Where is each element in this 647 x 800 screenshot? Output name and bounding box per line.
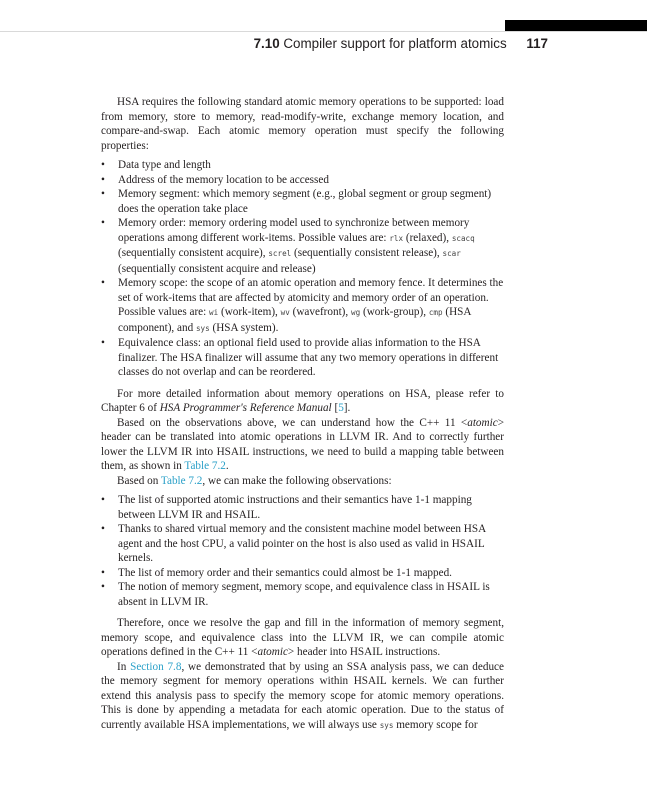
code-term: rlx — [389, 233, 404, 243]
code-term: scacq — [451, 233, 475, 243]
manual-title: HSA Programmer's Reference Manual — [159, 402, 332, 414]
code-term: wv — [280, 308, 290, 317]
code-term: wi — [209, 308, 219, 317]
code-term: wg — [351, 308, 361, 317]
paragraph: In Section 7.8, we demonstrated that by using an SSA analysis pass, we can deduce the memory segment for memory operations within HSAIL kernels. We can further extend this analysis pass to specify the memory scope for atomic memory operations. This is done by appending a metadata for each atomic operation. Due to the status of currently available HSA implementations, we will always use sys memory scope for — [101, 660, 504, 731]
table-link[interactable]: Table 7.2 — [184, 460, 226, 472]
property-list — [101, 158, 504, 380]
intro-paragraph: HSA requires the following standard atomic memory operations to be supported: load from memory, store to memory, read-modify-write, exchange memory location, and compare-and-swap. Each atomic memory operation must specify the following properties: — [101, 96, 504, 152]
header-rule — [0, 31, 647, 32]
list-item: • Memory segment: which memory segment (e.g., global segment or group segment) does the operation take place — [101, 187, 504, 216]
header-black-bar — [505, 20, 647, 31]
code-term: scar — [442, 249, 461, 258]
paragraph: Therefore, once we resolve the gap and fill in the information of memory segment, memory scope, and equivalence class into the LLVM IR, we can compile atomic operations defined in the C++ 11 <atomic> header into HSAIL instructions. — [101, 617, 504, 658]
paragraph: Based on Table 7.2, we can make the following observations: — [117, 474, 392, 487]
list-item: • Address of the memory location to be accessed — [101, 173, 504, 188]
citation-link[interactable]: 5 — [338, 402, 344, 414]
section-number: 7.10 — [253, 36, 280, 51]
list-item: • Data type and length — [101, 158, 504, 173]
paragraph: Based on the observations above, we can understand how the C++ 11 <atomic> header can be translated into atomic operations in LLVM IR. And to correctly further lower the LLVM IR into HSAIL instructions, we need to build a mapping table between them, as shown in Table 7.2. — [101, 416, 504, 472]
code-term: sys — [379, 720, 394, 730]
section-link[interactable]: Section 7.8 — [130, 660, 182, 673]
code-term: sys — [195, 323, 210, 333]
list-item: • Memory scope: the scope of an atomic operation and memory fence. It determines the set of work-items that are affected by atomicity and memory order of an operation. Possible values are: wi (work-item), wv (wavefront), wg (work-group), cmp (HSA component), and sys (HSA system). — [101, 276, 504, 336]
code-term: cmp — [428, 308, 443, 317]
page-body — [101, 95, 504, 733]
list-item: • The list of memory order and their semantics could almost be 1-1 mapped. — [101, 566, 504, 581]
list-item: • The list of supported atomic instructions and their semantics have 1-1 mapping between LLVM IR and HSAIL. — [101, 493, 504, 522]
list-item: • The notion of memory segment, memory scope, and equivalence class in HSAIL is absent in LLVM IR. — [101, 580, 504, 609]
page-number: 117 — [526, 36, 548, 51]
table-link[interactable]: Table 7.2 — [160, 474, 203, 487]
running-header — [254, 36, 548, 51]
paragraph: For more detailed information about memory operations on HSA, please refer to Chapter 6 of HSA Programmer's Reference Manual [5]. — [101, 387, 504, 414]
list-item: • Equivalence class: an optional field used to provide alias information to the HSA finalizer. The HSA finalizer will assume that any two memory operations in different classes do not overlap and can be reordered. — [101, 336, 504, 380]
section-title: Compiler support for platform atomics — [283, 36, 507, 51]
list-item: • Memory order: memory ordering model used to synchronize between memory operations among different work-items. Possible values are: rlx (relaxed), scacq (sequentially consistent acquire), screl (sequentially consistent release), scar (sequentially consistent acquire and release) — [101, 216, 504, 276]
list-item: • Thanks to shared virtual memory and the consistent machine model between HSA agent and the host CPU, a valid pointer on the host is also used as valid in HSAIL kernels. — [101, 522, 504, 566]
observation-list — [101, 493, 504, 609]
code-term: screl — [268, 249, 292, 258]
